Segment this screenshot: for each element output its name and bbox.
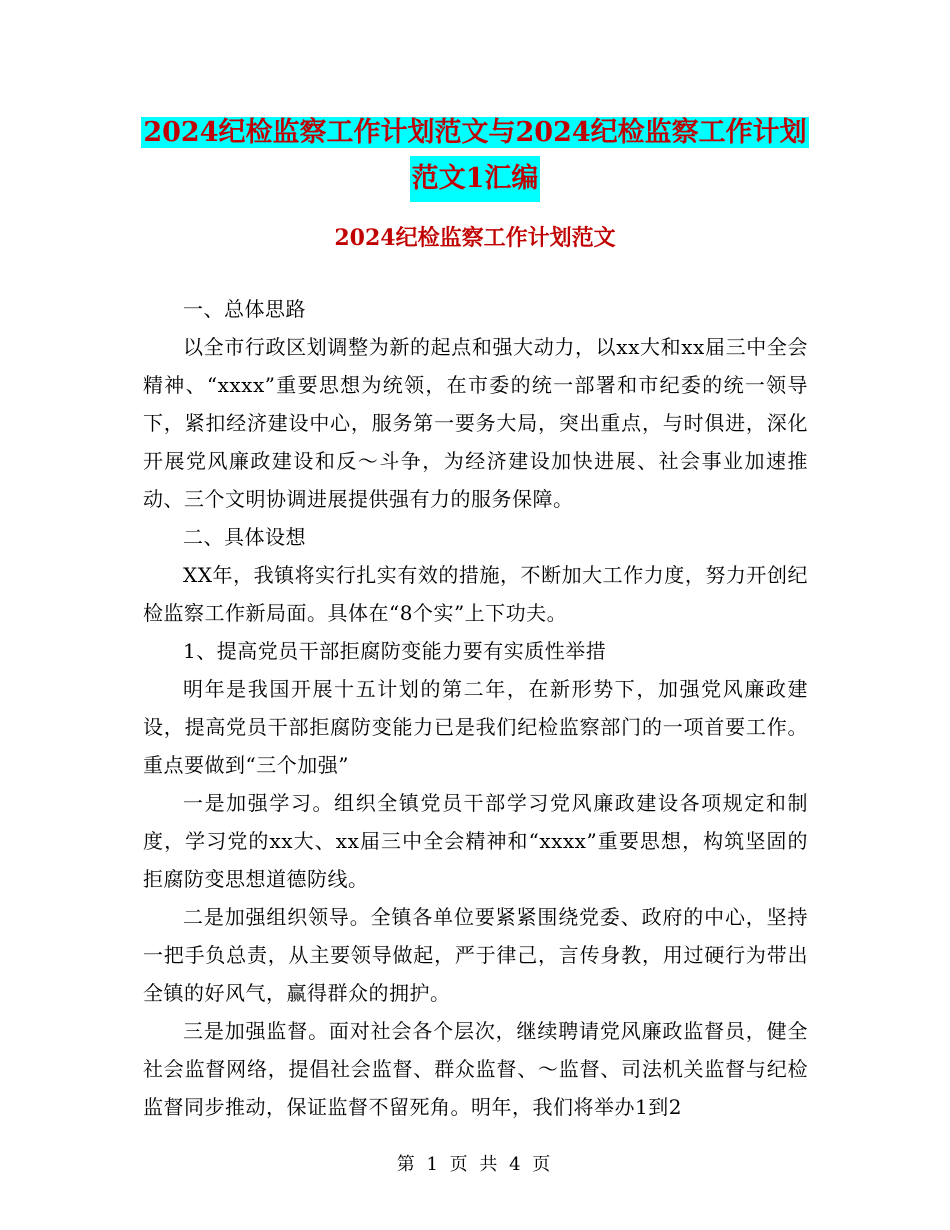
document-body (143, 290, 808, 1126)
paragraph: 三是加强监督。面对社会各个层次，继续聘请党风廉政监督员，健全社会监督网络，提倡社会监督、群众监督、～监督、司法机关监督与纪检监督同步推动，保证监督不留死角。明年，我们将举办1到2 (143, 1019, 808, 1119)
heading-overall-approach: 一、总体思路 (183, 297, 306, 321)
paragraph: 以全市行政区划调整为新的起点和强大动力，以xx大和xx届三中全会精神、“xxxx”重要思想为统领，在市委的统一部署和市纪委的统一领导下，紧扣经济建设中心，服务第一要务大局，突出重点，与时俱进，深化开展党风廉政建设和反～斗争，为经济建设加快进展、社会事业加速推动、三个文明协调进展提供强有力的服务保障。 (143, 335, 808, 511)
paragraph: XX年，我镇将实行扎实有效的措施，不断加大工作力度，努力开创纪检监察工作新局面。具体在“8个实”上下功夫。 (143, 563, 808, 625)
document-title (0, 110, 950, 202)
page-number-footer: 第 1 页 共 4 页 (396, 1154, 554, 1175)
title-line-2: 范文1汇编 (410, 156, 541, 202)
heading-item-1: 1、提高党员干部拒腐防变能力要有实质性举措 (183, 639, 607, 663)
paragraph: 一是加强学习。组织全镇党员干部学习党风廉政建设各项规定和制度，学习党的xx大、xx届三中全会精神和“xxxx”重要思想，构筑坚固的拒腐防变思想道德防线。 (143, 791, 808, 891)
section-title: 2024纪检监察工作计划范文 (334, 225, 616, 251)
heading-specific-plans: 二、具体设想 (183, 525, 306, 549)
title-line-1: 2024纪检监察工作计划范文与2024纪检监察工作计划 (143, 117, 807, 148)
paragraph: 二是加强组织领导。全镇各单位要紧紧围绕党委、政府的中心，坚持一把手负总责，从主要领导做起，严于律己，言传身教，用过硬行为带出全镇的好风气，赢得群众的拥护。 (143, 905, 808, 1005)
paragraph: 明年是我国开展十五计划的第二年，在新形势下，加强党风廉政建设，提高党员干部拒腐防变能力已是我们纪检监察部门的一项首要工作。重点要做到“三个加强” (143, 677, 808, 777)
